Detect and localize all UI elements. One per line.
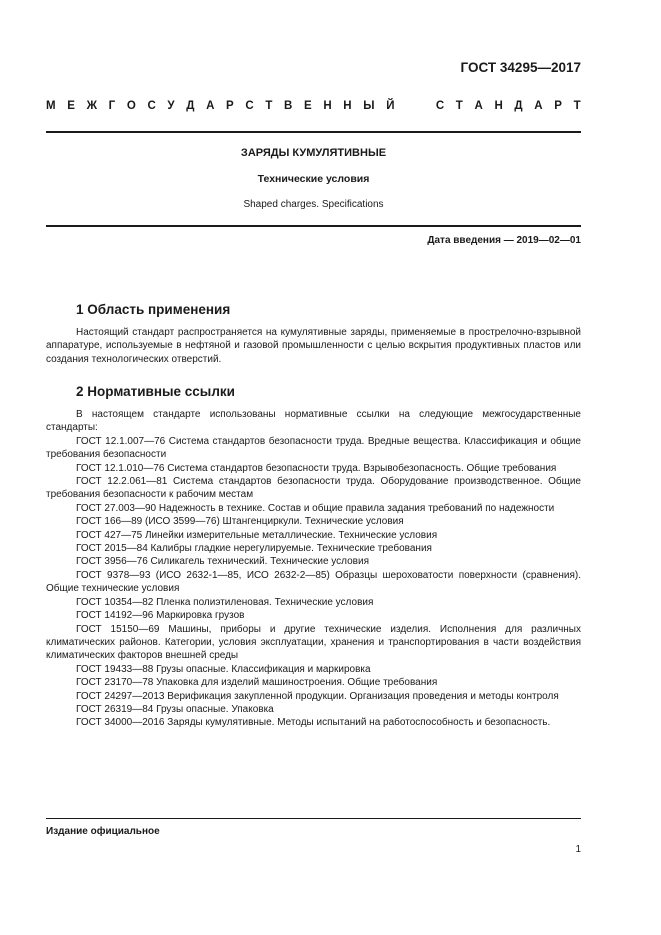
heading-letter: С [245, 100, 254, 112]
reference-item: ГОСТ 9378—93 (ИСО 2632-1—85, ИСО 2632-2—85) Образцы шероховатости поверхности (сравнения). Общие технические условия [46, 569, 581, 595]
heading-letter: Н [343, 100, 352, 112]
document-subtitle: Технические условия [257, 173, 370, 185]
heading-letter [406, 100, 409, 112]
reference-item: ГОСТ 3956—76 Силикагель технический. Технические условия [76, 556, 369, 568]
document-title: ЗАРЯДЫ КУМУЛЯТИВНЫЕ [240, 147, 387, 159]
section-normative-references [46, 384, 581, 730]
reference-item: ГОСТ 12.2.061—81 Система стандартов безопасности труда. Оборудование производственное. Общие требования безопасности к рабочим местам [46, 476, 581, 501]
heading-letter: Т [455, 100, 463, 112]
heading-letter: А [206, 100, 215, 112]
section-title: 2 Нормативные ссылки [76, 384, 235, 399]
reference-item: В настоящем стандарте использованы нормативные ссылки на следующие межгосударственные стандарты: [46, 409, 581, 434]
english-title: Shaped charges. Specifications [243, 199, 384, 210]
reference-item: ГОСТ 15150—69 Машины, приборы и другие технические изделия. Исполнения для различных климатических районов. Категории, условия эксплуатации, хранения и транспортирования в части воздействия климатических факторов внешней среды [46, 623, 581, 662]
heading-letter: У [167, 100, 175, 112]
heading-letter: Ж [86, 100, 97, 112]
heading-letter: Р [226, 100, 234, 112]
heading-letter: С [435, 100, 445, 112]
reference-item: ГОСТ 27.003—90 Надежность в технике. Состав и общие правила задания требований по надежности [76, 502, 555, 514]
heading-letter: Р [554, 100, 562, 112]
heading-letter: В [284, 100, 293, 112]
heading-letter: Н [494, 100, 503, 112]
reference-item: ГОСТ 166—89 (ИСО 3599—76) Штангенциркули. Технические условия [76, 516, 404, 528]
section-title: 1 Область применения [76, 302, 231, 317]
title-bottom-rule [46, 225, 581, 227]
heading-letter: Е [304, 100, 312, 112]
reference-item: ГОСТ 34000—2016 Заряды кумулятивные. Методы испытаний на работоспособность и безопасность. [76, 717, 551, 729]
reference-item: ГОСТ 26319—84 Грузы опасные. Упаковка [76, 703, 274, 715]
heading-letter: Г [108, 100, 116, 112]
heading-letter [421, 100, 424, 112]
heading-letter: Ы [363, 100, 375, 112]
reference-list [46, 408, 581, 730]
reference-item: ГОСТ 24297—2013 Верификация закупленной продукции. Организация проведения и методы контроля [76, 690, 559, 702]
heading-letter: А [534, 100, 543, 112]
heading-letter: Е [67, 100, 75, 112]
heading-letter: Д [514, 100, 523, 112]
reference-item: ГОСТ 2015—84 Калибры гладкие нерегулируемые. Технические требования [76, 543, 432, 555]
reference-item: ГОСТ 14192—96 Маркировка грузов [76, 610, 245, 622]
heading-letter: О [126, 100, 136, 112]
reference-item: ГОСТ 10354—82 Пленка полиэтиленовая. Технические условия [76, 596, 374, 608]
section-scope [46, 302, 581, 366]
heading-letter: Д [186, 100, 195, 112]
introduction-date: Дата введения — 2019—02—01 [427, 235, 581, 246]
heading-letter: Й [386, 100, 395, 112]
heading-letter: Т [573, 100, 581, 112]
reference-item: ГОСТ 19433—88 Грузы опасные. Классификация и маркировка [76, 663, 371, 675]
top-rule [46, 131, 581, 133]
heading-letter: С [147, 100, 156, 112]
heading-letter: А [474, 100, 483, 112]
heading-letter: М [46, 100, 56, 112]
interstate-standard-heading [46, 100, 581, 112]
reference-item: ГОСТ 23170—78 Упаковка для изделий машиностроения. Общие требования [76, 677, 438, 689]
heading-letter: Т [265, 100, 273, 112]
section-paragraph: Настоящий стандарт распространяется на кумулятивные заряды, применяемые в прострелочно-взрывной аппаратуре, используемые в нефтяной и газовой промышленности с целью вскрытия продуктивных пластов или создания технологических отверстий. [46, 327, 581, 365]
document-number: ГОСТ 34295—2017 [460, 60, 581, 75]
heading-letter: Н [323, 100, 332, 112]
reference-item: ГОСТ 12.1.007—76 Система стандартов безопасности труда. Вредные вещества. Классификация и общие требования безопасности [46, 435, 581, 461]
page-number: 1 [575, 844, 581, 855]
reference-item: ГОСТ 12.1.010—76 Система стандартов безопасности труда. Взрывобезопасность. Общие требования [76, 462, 557, 474]
reference-item: ГОСТ 427—75 Линейки измерительные металлические. Технические условия [76, 529, 438, 541]
official-edition-label: Издание официальное [46, 826, 160, 837]
footer-rule [46, 818, 581, 819]
